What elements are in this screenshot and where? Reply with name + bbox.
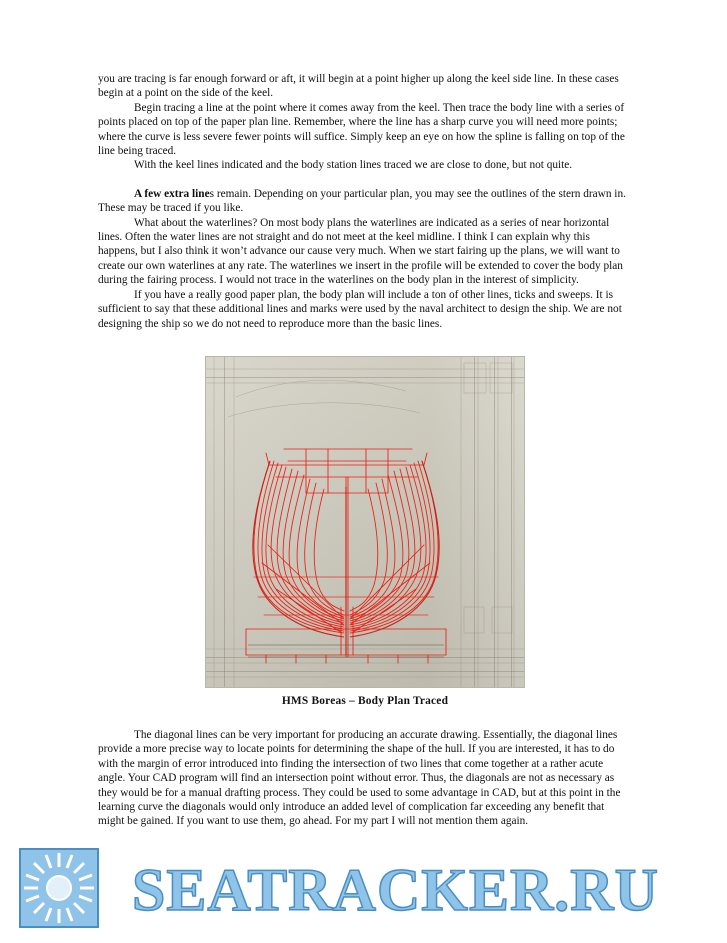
paragraph-1: you are tracing is far enough forward or aft, it will begin at a point higher up along the keel side line. In these cases begin at a point on the side of the keel. [98,73,619,100]
watermark-text: SEATRACKER.RU [132,857,659,923]
paragraph-7: The diagonal lines can be very important for producing an accurate drawing. Essentially, the diagonal lines provide a more precise way to locate points for determining the shape of the hull. If you are interested, it has to do with the margin of error introduced into finding the intersection of two lines that come together at a rather acute angle. Your CAD program will find an intersection point without error. Thus, the diagonals are not as necessary as they would be for a manual drafting process. They could be used to some advantage in CAD, but at this point in the learning curve the diagonals would only introduce an added level of complication far exceeding any benefit that might be gained. If you want to use them, go ahead. For my part I will not mention them again. [98,729,621,828]
figure-body-plan [205,356,525,707]
body-plan-traced-photo [205,356,525,688]
paragraph-5: What about the waterlines? On most body plans the waterlines are indicated as a series of near horizontal lines. Often the water lines are not straight and do not meet at the keel midline. I think I can explain why this happens, but I also think it won’t advance our cause very much. When we start fairing up the plans, we will want to create our own waterlines at any rate. The waterlines we insert in the profile will be extended to cover the body plan during the fairing process. I would not trace in the waterlines on the body plan in the interest of simplicity. [98,216,623,287]
sun-logo [18,847,100,929]
watermark [10,845,720,931]
paragraph-6: If you have a really good paper plan, the body plan will include a ton of other lines, ticks and sweeps. It is sufficient to say that these additional lines and marks were used by the naval architect to design the ship. We are not designing the ship so we do not need to reproduce more than the basic lines. [98,288,622,330]
body-text-column [98,72,628,331]
paragraph-4 [98,187,628,216]
body-text-column-lower [98,728,628,829]
paragraph-4-rest: s remain. Depending on your particular plan, you may see the outlines of the stern drawn in. These may be traced if you like. [98,187,626,215]
paragraph-2: Begin tracing a line at the point where it comes away from the keel. Then trace the body line with a series of points placed on top of the paper plan line. Remember, where the line has a sharp curve you will need more points; where the curve is less severe fewer points will suffice. Simply keep an eye on how the spline is falling on top of the line being traced. [98,101,625,158]
paragraph-3: With the keel lines indicated and the body station lines traced we are close to done, but not quite. [134,159,573,172]
figure-caption: HMS Boreas – Body Plan Traced [281,695,449,707]
paragraph-4-lead: A few extra line [134,187,210,200]
paragraph-spacer [98,173,628,187]
traced-body-plan-lines [206,357,525,688]
